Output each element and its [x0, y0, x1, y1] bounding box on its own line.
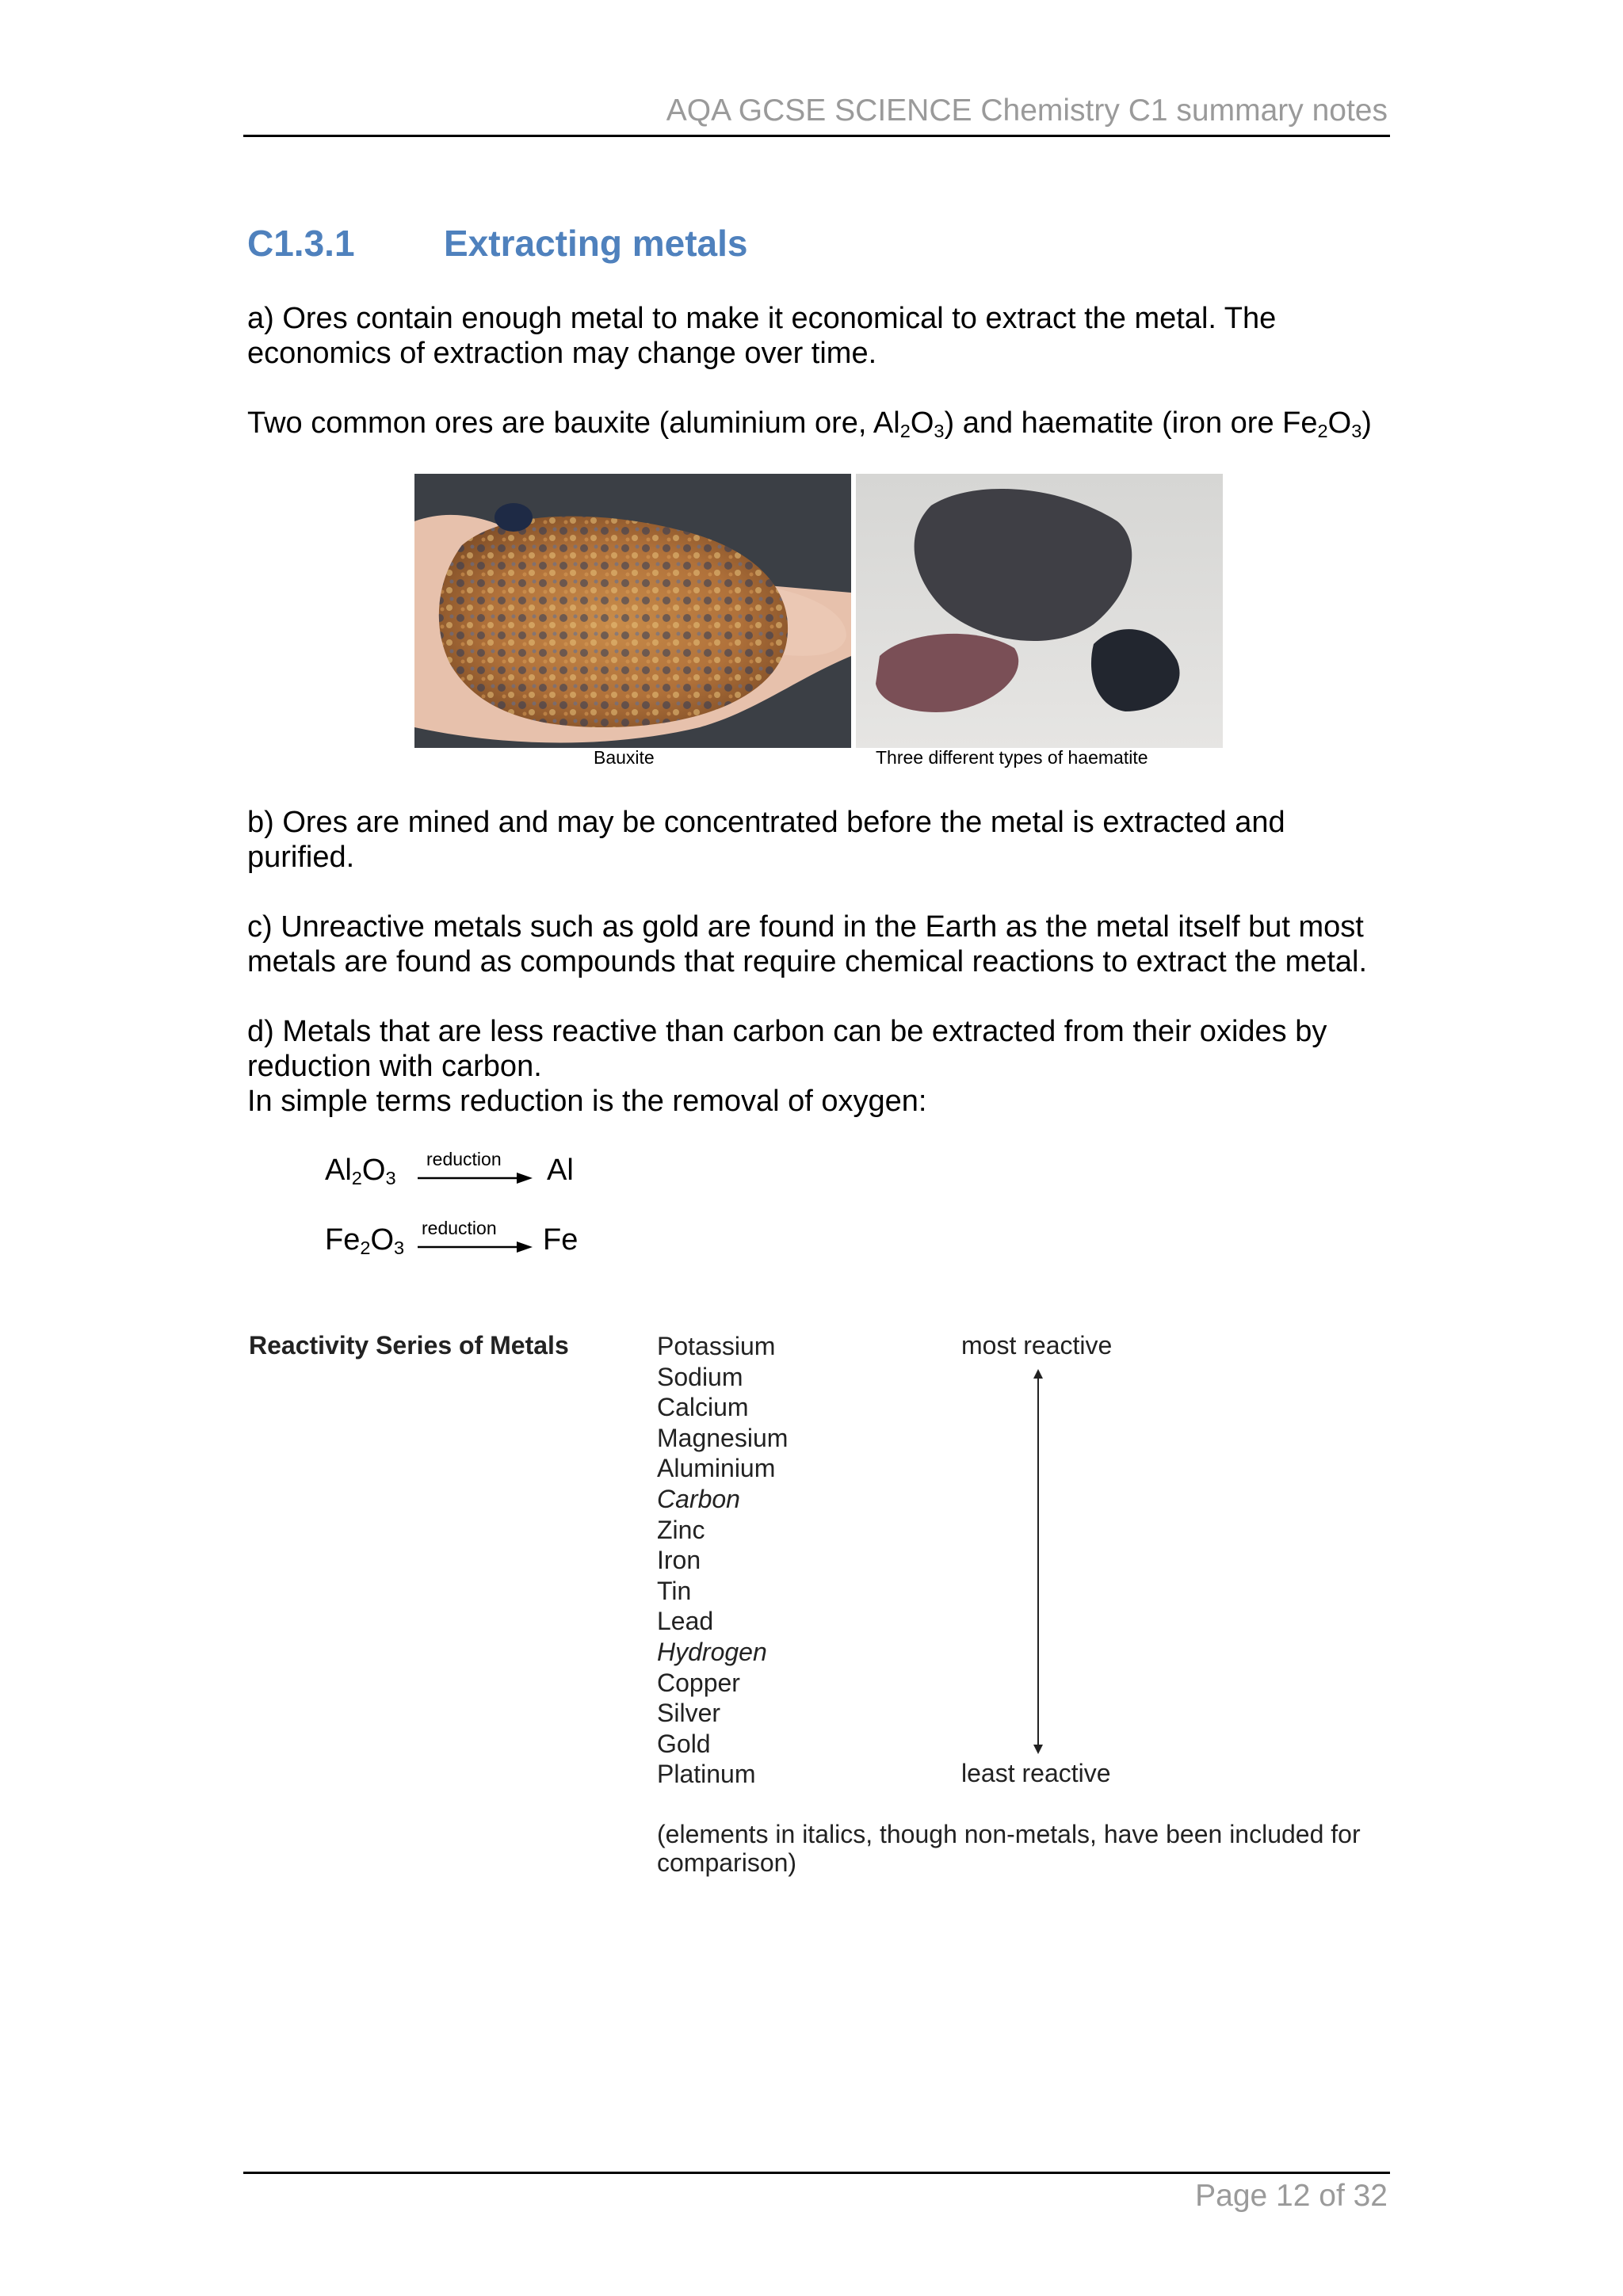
- running-header: AQA GCSE SCIENCE Chemistry C1 summary notes: [666, 93, 1388, 128]
- double-arrow-icon: [1030, 1369, 1046, 1754]
- list-item: Lead: [657, 1607, 714, 1636]
- list-item: Sodium: [657, 1362, 743, 1391]
- list-item: Gold: [657, 1729, 711, 1758]
- paragraph-d-note: In simple terms reduction is the removal of oxygen:: [247, 1085, 927, 1118]
- most-reactive-label: most reactive: [961, 1331, 1113, 1360]
- section-title: Extracting metals: [444, 223, 748, 264]
- equation-fe-label: reduction: [422, 1218, 497, 1238]
- paragraph-a: a) Ores contain enough metal to make it economical to extract the metal. The economics of extraction may change over time.: [247, 302, 1277, 370]
- arrow-right-icon: [418, 1172, 533, 1184]
- caption-bauxite: Bauxite: [594, 747, 655, 768]
- section-number: C1.3.1: [247, 223, 355, 264]
- caption-haematite: Three different types of haematite: [876, 747, 1148, 768]
- equation-fe-product: Fe: [543, 1223, 579, 1257]
- arrow-right-icon: [418, 1241, 533, 1253]
- list-item: Carbon: [657, 1484, 740, 1513]
- paragraph-b: b) Ores are mined and may be concentrated before the metal is extracted and purified.: [247, 806, 1285, 874]
- list-item: Calcium: [657, 1393, 749, 1422]
- least-reactive-label: least reactive: [961, 1759, 1111, 1787]
- section-heading: [247, 222, 747, 265]
- paragraph-ores: Two common ores are bauxite (aluminium ore, $Al_2O_3$) and haematite (iron ore $Fe_2O_3$): [247, 406, 1372, 441]
- bauxite-photo: [414, 474, 851, 748]
- equation-al-product: Al: [547, 1154, 574, 1187]
- reactivity-note: (elements in italics, though non-metals, have been included for comparison): [657, 1820, 1361, 1877]
- list-item: Aluminium: [657, 1454, 776, 1483]
- equation-al-label: reduction: [426, 1149, 502, 1169]
- list-item: Silver: [657, 1699, 721, 1728]
- list-item: Potassium: [657, 1332, 776, 1360]
- paragraph-c: c) Unreactive metals such as gold are found in the Earth as the metal itself but most metals are found as compounds that require chemical reactions to extract the metal.: [247, 910, 1368, 978]
- ore-photos: [414, 474, 1223, 748]
- list-item: Zinc: [657, 1515, 705, 1544]
- list-item: Magnesium: [657, 1423, 789, 1452]
- list-item: Copper: [657, 1668, 740, 1697]
- list-item: Hydrogen: [657, 1637, 767, 1666]
- footer-rule: [243, 2172, 1390, 2174]
- list-item: Tin: [657, 1576, 692, 1605]
- reactivity-list: [657, 1331, 788, 1790]
- haematite-photo: [856, 474, 1223, 748]
- header-rule: [243, 135, 1390, 137]
- reactivity-title: Reactivity Series of Metals: [249, 1331, 569, 1360]
- page-number: Page 12 of 32: [1195, 2179, 1388, 2213]
- equation-al-reactant: $Al_2O_3$: [325, 1154, 396, 1188]
- list-item: Platinum: [657, 1760, 756, 1789]
- list-item: Iron: [657, 1546, 701, 1575]
- equation-fe-reactant: $Fe_2O_3$: [325, 1223, 405, 1258]
- paragraph-d: d) Metals that are less reactive than carbon can be extracted from their oxides by reduction with carbon.: [247, 1015, 1327, 1083]
